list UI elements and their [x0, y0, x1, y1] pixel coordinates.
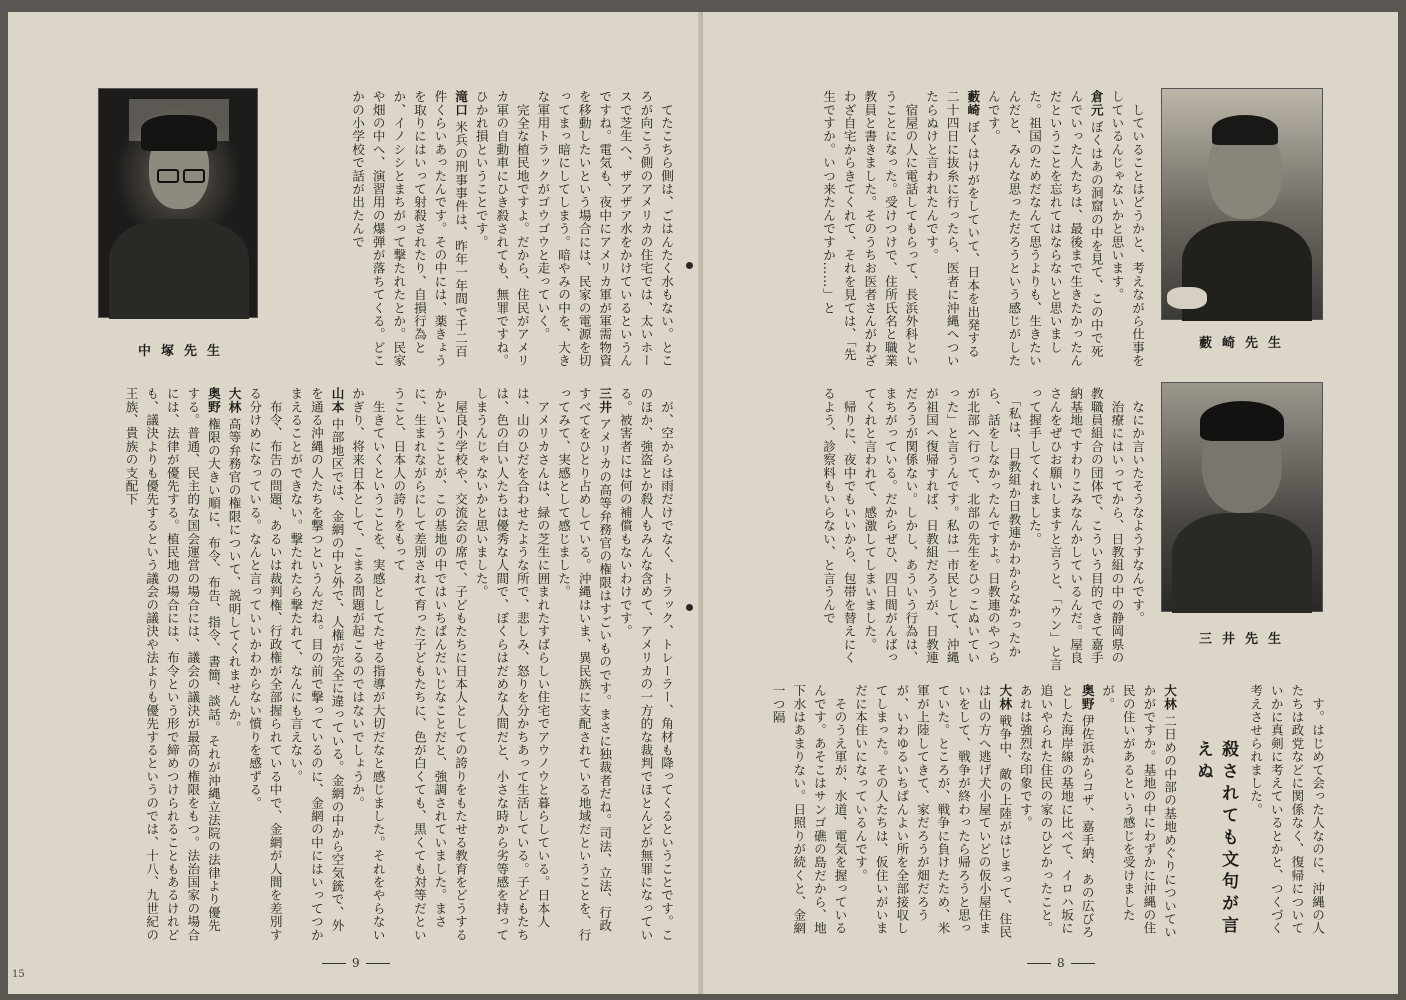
- paragraph: [470, 90, 532, 368]
- paragraph: [1097, 684, 1179, 942]
- paragraph-text: 中部地区では、金網の中と外で、人権が完全に違っている。金網の中から空気銃で、外を通る沖縄の人たちを撃つというんだね。目の前で撃っているのに、金網の中にはいってつかまえることができない。撃たれたら撃たれて、なんにも言えない。: [288, 387, 345, 942]
- speaker-name: 大林: [226, 387, 242, 414]
- paragraph: [818, 387, 859, 677]
- portrait-photo-mitsui: [1161, 382, 1323, 612]
- right-bottom-text: [770, 684, 1179, 942]
- speaker-name: 滝口: [453, 90, 469, 117]
- right-page: [703, 12, 1398, 994]
- left-top-text: [276, 90, 676, 368]
- paragraph: [347, 90, 471, 368]
- paragraph: [850, 684, 1015, 942]
- speaker-name: 大林: [1162, 684, 1177, 711]
- paragraph: [1126, 387, 1147, 677]
- paragraph-text: 米兵の刑事事件は、昨年一年間で千二百件くらいあったんです。その中には、薬きょうを取りにはいって射殺されたり、自損行為とか、イノシシとまちがって撃たれたとか。民家や畑の中へ、演習用の爆弾が落ちてくる。どこかの小学校で話が出たんで: [350, 90, 469, 368]
- right-bottom-text-intro: [1235, 684, 1327, 942]
- speaker-name: 倉元: [1088, 90, 1104, 117]
- speaker-name: 山本: [329, 387, 345, 414]
- paragraph: [532, 90, 676, 368]
- paragraph-text: そのうえ軍が、水道、電気を握っているんです。あそこはサンゴ礁の島だから、地下水はあまりない。日照りが続くと、金網一つ隔: [770, 684, 848, 935]
- paragraph: [347, 387, 388, 942]
- page-number-8: 8: [1021, 956, 1101, 970]
- speaker-name: 大林: [997, 684, 1013, 711]
- section-heading: 殺されても文句が言えぬ: [1193, 740, 1238, 938]
- left-bottom-right-text: [96, 387, 676, 942]
- paragraph: [388, 387, 470, 942]
- paragraph: [767, 684, 849, 942]
- paragraph-text: 布令、布告の問題、あるいは裁判権、行政権が全部握られている中で、金網が人間を差別する分けめになっている。なんと言っていいかわからない憤りを感ずる。: [247, 387, 283, 942]
- paragraph: [1106, 90, 1147, 368]
- paragraph: [818, 90, 921, 368]
- paragraph-text: アメリカの高等弁務官の権限はすごいものです。まさに独裁者だね。司法、立法、行政すべてをひとり占めしている。沖縄はいま、異民族に支配されている地域だということを、行ってみて、実感として感じました。: [556, 387, 613, 942]
- right-middle-text: [795, 387, 1147, 677]
- paragraph: [614, 387, 676, 942]
- paragraph-text: ぼくはあの洞窟の中を見て、この中で死んでいった人たちは、最後まで生きたかったんだということを忘れてはならないと思いました。祖国のためだなんて思うよりも、生きたいんだと、みんな思っただろうという感じがしたんです。: [985, 90, 1104, 368]
- paragraph-text: 「私は、日教組か日教連かわからなかったから、話をしなかったんですよ。日教連のやつらが北部へ行って、北部の先生をひっこぬいていった」と言うんです。私は一市民として、沖縄が祖国へ復帰すれば、日教組だろうが、日教連だろうが関係ない。しかし、あういう行為は、まちがっている。だからぜひ、四日間がんばってくれと言われて、感激してしまいました。: [862, 387, 1022, 665]
- paragraph-text: 戦争中、敵の上陸がはじまって、住民は山の方へ逃げ犬小屋ていどの仮小屋住まいをして、戦争が終わったら帰ろうと思っていた。ところが、戦争に負けたため、米軍が上陸してきて、家だろうが畑だろうが、いわゆるいちばんよい所を全部接収してしまった。その人たちは、仮住いがいまだに本住いになっているんです。: [853, 684, 1013, 939]
- paragraph-text: 帰りに、夜中でもいいから、包帯を替えにくるよう、診察料もいらない、と言うんで: [821, 387, 857, 665]
- paragraph-text: が、空からは雨だけでなく、トラック、トレーラー、角材も降ってくるということです。このほか、強盗とか殺人もみんな含めて、アメリカの一方的な裁判でほとんどが無罪になっている。被害者には何の補償もないわけです。: [617, 387, 674, 942]
- portrait-photo-yabusaki: [1161, 88, 1323, 320]
- paragraph: [1245, 684, 1327, 942]
- portrait-photo-nakatsuka: [98, 88, 258, 318]
- speaker-name: 藪崎: [965, 90, 981, 117]
- photo-caption-yabusaki: 藪崎先生: [1199, 336, 1292, 351]
- paragraph: [244, 387, 285, 942]
- paragraph: [223, 387, 244, 942]
- speaker-name: 奥野: [205, 387, 221, 414]
- left-page: [8, 12, 703, 994]
- paragraph-text: アメリカさんは、緑の芝生に囲まれたすばらしい住宅でアウノウと暮らしている。日本人は、山のひだを合わせたような所で、悲しみ、怒りを分かちあって生活している。子どもたちは、色の白い人たちは優秀な人間で、ぼくらはだめな人間だと、小さな時から劣等感を持ってしまうんじゃないかと思いました。: [473, 387, 551, 942]
- right-top-text: [795, 90, 1147, 368]
- paragraph-text: 治療にはいってから、日教組の中の静岡県の教職員組合の団体で、こういう目的できて嘉手納基地ですわりこみなんかしているんだ。屋良さんをぜひお願いしますと言うと、「ウン」と言って握手してくれました。: [1027, 387, 1125, 672]
- speaker-name: 奥野: [1079, 684, 1095, 711]
- paragraph: [1023, 387, 1126, 677]
- paragraph: [470, 387, 552, 942]
- paragraph-text: なにか言いたそうなようすなんです。: [1130, 387, 1145, 625]
- paragraph: [1014, 684, 1096, 942]
- paragraph: [920, 90, 982, 368]
- corner-mark: 15: [12, 969, 25, 980]
- paragraph-text: 屋良小学校や、交流会の席で、子どもたちに日本人としての誇りをもたせる教育をどうするかということが、この基地の中ではいちばんだいじなことだと、強調されていました。まさに、生まれながらにして差別されて育った子どもたちに、色が白くても、黒くても対等だということ、日本人の誇りをもって: [391, 387, 469, 942]
- photo-caption-mitsui: 三井先生: [1199, 632, 1292, 647]
- paragraph-text: てたこちら側は、ごはんたく水もない。ところが向こう側のアメリカの住宅では、太いホースで芝生へ、ザアザア水をかけているというんですね。電気も、夜中にアメリカ軍が軍需物資を移動したいという場合には、民家の電源を切ってまっ暗にしてしまう。暗やみの中を、大きな軍用トラックがゴウゴウと走っていく。: [535, 90, 674, 368]
- paragraph-text: 生きていくということを、実感としてたせる指導が大切だなと感じました。それをやらないかぎり、将来日本として、こまる問題が起こるのではないでしょうか。: [350, 387, 386, 942]
- paragraph-text: 権限の大きい順に、布令、布告、指令、書簡、談話。それが沖縄立法院の法律より優先する。普通、民主的な国会運営の場合には、議会の議決が最高の権限をもつ。法治国家の場合には、法律が優先する。植民地の場合には、布令という形で締めつけられることもあるけれども、議決よりも優先するという議会の議決や法よりも優先するというのでは、十八、九世紀の王族、貴族の支配下: [123, 387, 221, 942]
- paragraph-text: ぼくはけがをしていて、日本を出発する二十四日に抜糸に行ったら、医者に沖縄へついたらぬけと言われたんです。: [924, 90, 981, 368]
- paragraph: [982, 90, 1106, 368]
- paragraph-text: 伊佐浜からコザ、嘉手納、あの広びろとした海岸線の基地に比べて、イロハ坂に追いやられた住民の家のひどかったこと。あれは強烈な印象です。: [1017, 684, 1095, 939]
- paragraph-text: 宿屋の人に電話してもらって、長浜外科ということになった。受けつけで、住所氏名と職業教員と書きました。そのうちお医者さんがわざわざ自宅からきてくれて、それを見ては、「先生ですか。いつ来たんですか……」と: [821, 90, 919, 368]
- staple-hole: [686, 262, 693, 269]
- magazine-spread: [8, 12, 1398, 994]
- paragraph-text: 高等弁務官の権限について、説明してくれませんか。: [226, 417, 242, 735]
- paragraph-text: 完全な植民地ですよ。だから、住民がアメリカ軍の自動車にひき殺されても、無罪ですね。ひかれ損ということです。: [473, 90, 530, 368]
- speaker-name: 三井: [597, 387, 613, 414]
- page-number-9: 9: [316, 956, 396, 970]
- paragraph-text: していることはどうかと、考えながら仕事をしているんじゃないかと思います。: [1109, 90, 1145, 368]
- photo-caption-nakatsuka: 中塚先生: [138, 344, 231, 359]
- paragraph: [120, 387, 223, 942]
- paragraph-text: す。はじめて会った人なのに、沖縄の人たちは政党などに関係なく、復帰についていかに真剣に考えているとかと、つくづく考えさせられました。: [1248, 684, 1325, 935]
- paragraph: [285, 387, 347, 942]
- paragraph: [859, 387, 1024, 677]
- paragraph: [552, 387, 614, 942]
- staple-hole: [686, 604, 693, 611]
- paragraph-text: 二日めの中部の基地めぐりについていかがですか。基地の中にわずかに沖縄の住民の住いがあるという感じを受けましたが。: [1100, 684, 1177, 939]
